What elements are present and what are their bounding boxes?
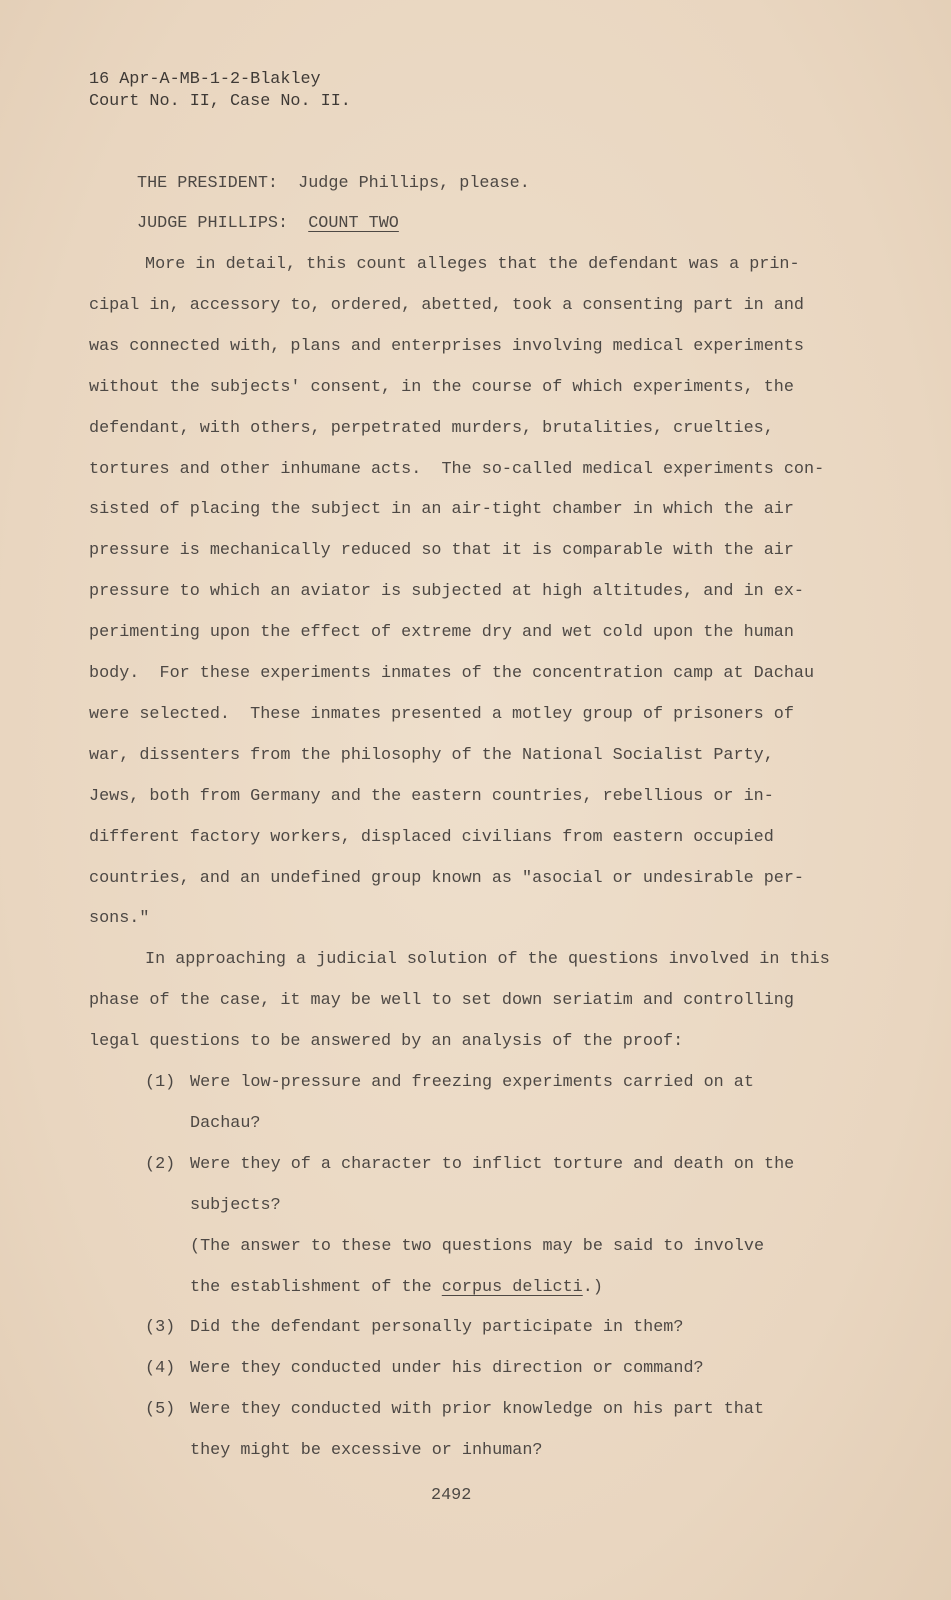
question-number: (3) [145, 1318, 176, 1338]
note-text: .) [582, 1277, 603, 1297]
paragraph-line: different factory workers, displaced civilians from eastern occupied [89, 827, 774, 847]
question-line: Were low-pressure and freezing experiments carried on at [190, 1073, 754, 1092]
page-number: 2492 [431, 1486, 472, 1505]
paragraph-line: were selected. These inmates presented a motley group of prisoners of [89, 704, 794, 724]
paragraph-line: More in detail, this count alleges that the defendant was a prin- [145, 255, 800, 274]
speaker-president: THE PRESIDENT: [137, 174, 278, 193]
paragraph-line: pressure to which an aviator is subjected at high altitudes, and in ex- [89, 582, 804, 602]
paragraph-line: without the subjects' consent, in the course of which experiments, the [89, 377, 794, 397]
paragraph-line: sisted of placing the subject in an air-tight chamber in which the air [89, 500, 794, 520]
header-court-case: Court No. II, Case No. II. [89, 92, 351, 111]
paragraph-line: cipal in, accessory to, ordered, abetted, took a consenting part in and [89, 295, 804, 315]
header-reference: 16 Apr-A-MB-1-2-Blakley [89, 70, 321, 89]
paragraph-line: defendant, with others, perpetrated murders, brutalities, cruelties, [89, 418, 774, 438]
question-line: Were they conducted with prior knowledge on his part that [190, 1400, 765, 1420]
paragraph-line: tortures and other inhumane acts. The so-called medical experiments con- [89, 459, 825, 479]
paragraph-line: body. For these experiments inmates of the concentration camp at Dachau [89, 664, 815, 683]
paragraph-line: sons." [89, 909, 150, 929]
paragraph-line: was connected with, plans and enterprises involving medical experiments [89, 336, 804, 356]
question-note-line [190, 1278, 603, 1298]
paragraph-line: In approaching a judicial solution of the questions involved in this [145, 950, 830, 970]
question-line: Dachau? [190, 1113, 261, 1133]
paragraph-line: pressure is mechanically reduced so that it is comparable with the air [89, 541, 794, 561]
paragraph-line: perimenting upon the effect of extreme dry and wet cold upon the human [89, 623, 794, 643]
president-line [137, 174, 530, 194]
question-line: subjects? [190, 1195, 281, 1215]
paragraph-line: war, dissenters from the philosophy of the National Socialist Party, [89, 745, 774, 765]
question-number: (2) [145, 1154, 176, 1174]
president-remark: Judge Phillips, please. [298, 174, 530, 193]
corpus-delicti-term: corpus delicti [441, 1277, 583, 1297]
paragraph-line: Jews, both from Germany and the eastern countries, rebellious or in- [89, 786, 774, 806]
paragraph-line: phase of the case, it may be well to set down seriatim and controlling [89, 991, 794, 1011]
paragraph-line: legal questions to be answered by an analysis of the proof: [89, 1032, 684, 1052]
paragraph-line: countries, and an undefined group known as "asocial or undesirable per- [89, 868, 804, 888]
question-line: Were they of a character to inflict torture and death on the [190, 1154, 795, 1174]
question-number: (1) [145, 1073, 176, 1092]
count-heading: COUNT TWO [308, 214, 399, 233]
question-number: (5) [145, 1400, 176, 1420]
speaker-judge: JUDGE PHILLIPS: [137, 214, 289, 233]
question-line: they might be excessive or inhuman? [190, 1441, 543, 1461]
judge-line [137, 214, 399, 234]
question-line: Were they conducted under his direction or command? [190, 1359, 704, 1379]
question-line: Did the defendant personally participate in them? [190, 1318, 684, 1338]
question-line: (The answer to these two questions may be said to involve [190, 1236, 765, 1256]
note-text: the establishment of the [190, 1277, 442, 1297]
question-number: (4) [145, 1359, 176, 1379]
